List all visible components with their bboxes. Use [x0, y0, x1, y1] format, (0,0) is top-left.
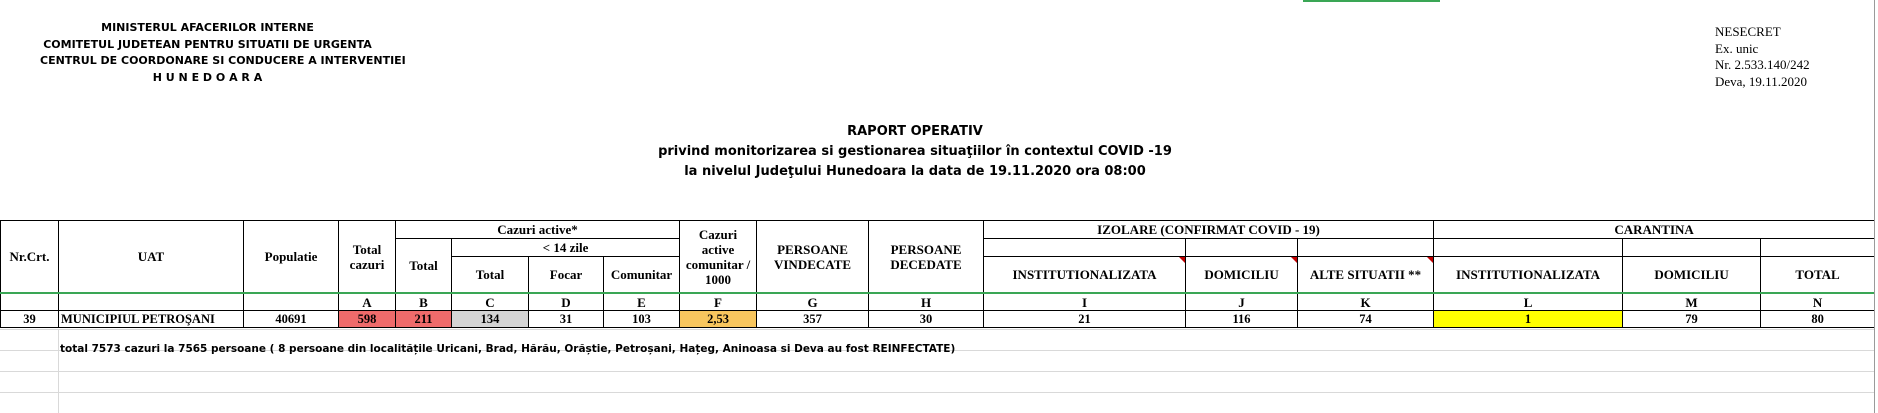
col-header-populatie: Populatie — [244, 221, 339, 294]
letter-cell: E — [604, 293, 680, 311]
header-line-ministry: MINISTERUL AFACERILOR INTERNE — [101, 21, 314, 34]
copy-label: Ex. unic — [1715, 40, 1759, 56]
letter-cell-empty — [244, 293, 339, 311]
totals-footnote: total 7573 cazuri la 7565 persoane ( 8 persoane din localitățile Uricani, Brad, Hărău, Orăștie, Petroșani, Hațeg, Aninoasa si Deva au fost REINFECTATE) — [60, 343, 956, 355]
cell-izolare-inst[interactable]: 21 — [984, 311, 1186, 328]
letter-cell: D — [529, 293, 604, 311]
cell-active-total[interactable]: 211 — [396, 311, 452, 328]
cell-carantina-dom[interactable]: 79 — [1623, 311, 1761, 328]
cell-carantina-inst[interactable]: 1 — [1434, 311, 1623, 328]
letter-cell: F — [680, 293, 757, 311]
active-cell-indicator — [1303, 0, 1440, 2]
letter-cell: L — [1434, 293, 1623, 311]
report-title — [580, 122, 1250, 182]
cell-comunitar[interactable]: 103 — [604, 311, 680, 328]
izolare-dom-spacer — [1186, 239, 1298, 257]
col-header-cazuri-active: Cazuri active* — [396, 221, 680, 239]
report-title-scope: la nivelul Judeţului Hunedoara la data de 19.11.2020 ora 08:00 — [684, 164, 1146, 179]
col-header-nr-crt: Nr.Crt. — [1, 221, 59, 294]
cell-populatie[interactable]: 40691 — [244, 311, 339, 328]
letter-cell: B — [396, 293, 452, 311]
letter-cell: I — [984, 293, 1186, 311]
covid-report-table — [0, 220, 1875, 328]
col-header-active-total: Total — [396, 239, 452, 294]
empty-spreadsheet-grid — [0, 329, 1874, 413]
cell-total-cazuri[interactable]: 598 — [339, 311, 396, 328]
col-header-decedate: PERSOANE DECEDATE — [869, 221, 984, 294]
letter-cell: J — [1186, 293, 1298, 311]
letter-cell: H — [869, 293, 984, 311]
carantina-dom-spacer — [1623, 239, 1761, 257]
cell-sub14-total[interactable]: 134 — [452, 311, 529, 328]
table-row[interactable] — [1, 311, 1875, 328]
letter-cell: N — [1761, 293, 1875, 311]
izolare-inst-spacer — [984, 239, 1186, 257]
col-header-comunitar: Comunitar — [604, 257, 680, 294]
grid-line — [0, 371, 1874, 372]
izolare-alte-spacer — [1298, 239, 1434, 257]
grid-line — [0, 392, 1874, 393]
col-header-total-cazuri: Total cazuri — [339, 221, 396, 294]
carantina-total-spacer — [1761, 239, 1875, 257]
col-header-izolare-alte: ALTE SITUATII ** — [1298, 257, 1434, 294]
col-header-carantina-inst: INSTITUTIONALIZATA — [1434, 257, 1623, 294]
col-header-focar: Focar — [529, 257, 604, 294]
grid-line — [0, 329, 1874, 330]
col-header-izolare-dom: DOMICILIU — [1186, 257, 1298, 294]
cell-per-1000[interactable]: 2,53 — [680, 311, 757, 328]
classification-label: NESECRET — [1715, 24, 1781, 39]
report-title-subject: privind monitorizarea si gestionarea situaţiilor în contextul COVID -19 — [658, 144, 1172, 159]
registration-number: Nr. 2.533.140/242 — [1715, 57, 1810, 72]
cell-focar[interactable]: 31 — [529, 311, 604, 328]
report-title-main: RAPORT OPERATIV — [847, 124, 983, 139]
letter-cell-empty — [59, 293, 244, 311]
cell-izolare-dom[interactable]: 116 — [1186, 311, 1298, 328]
col-header-cazuri-per-1000: Cazuri active comunitar / 1000 — [680, 221, 757, 294]
col-header-uat: UAT — [59, 221, 244, 294]
grid-line — [58, 329, 59, 413]
letter-cell: K — [1298, 293, 1434, 311]
cell-uat[interactable]: MUNICIPIUL PETROŞANI — [59, 311, 244, 328]
col-header-izolare: IZOLARE (CONFIRMAT COVID - 19) — [984, 221, 1434, 239]
letter-cell: A — [339, 293, 396, 311]
cell-carantina-total[interactable]: 80 — [1761, 311, 1875, 328]
header-line-center: CENTRUL DE COORDONARE SI CONDUCERE A INTERVENTIEI — [40, 54, 406, 67]
col-header-sub14-total: Total — [452, 257, 529, 294]
sheet-right-edge — [1874, 0, 1875, 413]
col-header-carantina: CARANTINA — [1434, 221, 1875, 239]
report-place-date: Deva, 19.11.2020 — [1715, 73, 1807, 89]
col-header-carantina-total: TOTAL — [1761, 257, 1875, 294]
carantina-inst-spacer — [1434, 239, 1623, 257]
letter-cell: M — [1623, 293, 1761, 311]
cell-vindecate[interactable]: 357 — [757, 311, 869, 328]
col-header-izolare-inst: INSTITUTIONALIZATA — [984, 257, 1186, 294]
letter-cell: C — [452, 293, 529, 311]
institution-header — [40, 20, 406, 86]
cell-nr[interactable]: 39 — [1, 311, 59, 328]
col-header-sub14: < 14 zile — [452, 239, 680, 257]
cell-izolare-alte[interactable]: 74 — [1298, 311, 1434, 328]
col-header-vindecate: PERSOANE VINDECATE — [757, 221, 869, 294]
letter-cell-empty — [1, 293, 59, 311]
header-line-committee: COMITETUL JUDETEAN PENTRU SITUATII DE URGENTA — [43, 37, 372, 51]
header-line-county: H U N E D O A R A — [152, 70, 263, 84]
cell-decedate[interactable]: 30 — [869, 311, 984, 328]
classification-header — [1715, 24, 1810, 90]
letter-cell: G — [757, 293, 869, 311]
col-header-carantina-dom: DOMICILIU — [1623, 257, 1761, 294]
